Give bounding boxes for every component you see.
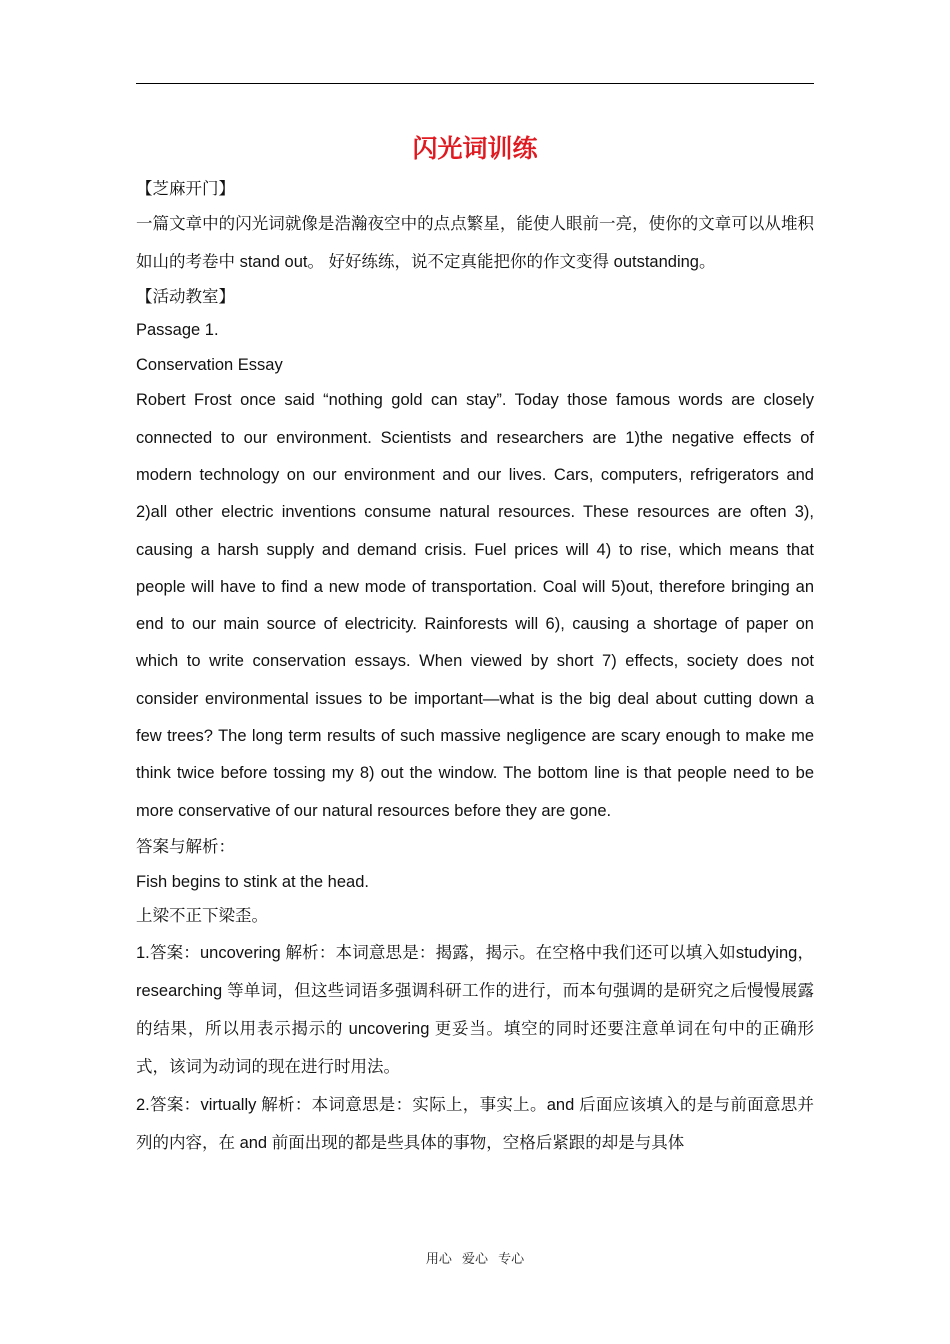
section-heading-class: 【活动教室】	[136, 288, 235, 306]
header-rule	[136, 83, 814, 84]
page-footer: 用心 爱心 专心	[425, 1252, 525, 1267]
answer-2: 2.答案：virtually 解析：本词意思是：实际上，事实上。and 后面应该填入的是与前面意思并列的内容，在 and 前面出现的都是些具体的事物，空格后紧跟的却是与具体	[136, 1096, 814, 1153]
answer-1: 1.答案：uncovering 解析：本词意思是：揭露，揭示。在空格中我们还可以填入如studying，researching 等单词，但这些词语多强调科研工作的进行，而本句强调的是研究之后慢慢展露的结果，所以用表示揭示的 uncovering 更妥当。填空的同时还要注意单词在句中的正确形式，该词为动词的现在进行时用法。	[136, 944, 814, 1077]
passage-label: Passage 1.	[136, 321, 219, 339]
proverb-english: Fish begins to stink at the head.	[136, 872, 369, 891]
intro-paragraph: 一篇文章中的闪光词就像是浩瀚夜空中的点点繁星，能使人眼前一亮，使你的文章可以从堆积如山的考卷中 stand out。 好好练练，说不定真能把你的作文变得 outstanding。	[136, 215, 814, 271]
essay-title: Conservation Essay	[136, 355, 283, 374]
essay-paragraph: Robert Frost once said “nothing gold can stay”. Today those famous words are closely connected to our environment. Scientists and researchers are 1)the negative effects of modern technology on our environment and our lives. Cars, computers, refrigerators and 2)all other electric inventions consume natural resources. These resources are often 3), causing a harsh supply and demand crisis. Fuel prices will 4) to rise, which means that people will have to find a new mode of transportation. Coal will 5)out, therefore bringing an end to our main source of electricity. Rainforests will 6), causing a shortage of paper on which to write conservation essays. When viewed by short 7) effects, society does not consider environmental issues to be important—what is the big deal about cutting down a few trees? The long term results of such massive negligence are scary enough to make me think twice before tossing my 8) out the window. The bottom line is that people need to be more conservative of our natural resources before they are gone.	[136, 391, 814, 820]
document-body	[136, 173, 814, 1162]
section-heading-open: 【芝麻开门】	[136, 180, 235, 198]
document-title: 闪光词训练	[412, 134, 538, 163]
answer-heading: 答案与解析：	[136, 837, 235, 856]
proverb-chinese: 上梁不正下梁歪。	[136, 907, 268, 926]
